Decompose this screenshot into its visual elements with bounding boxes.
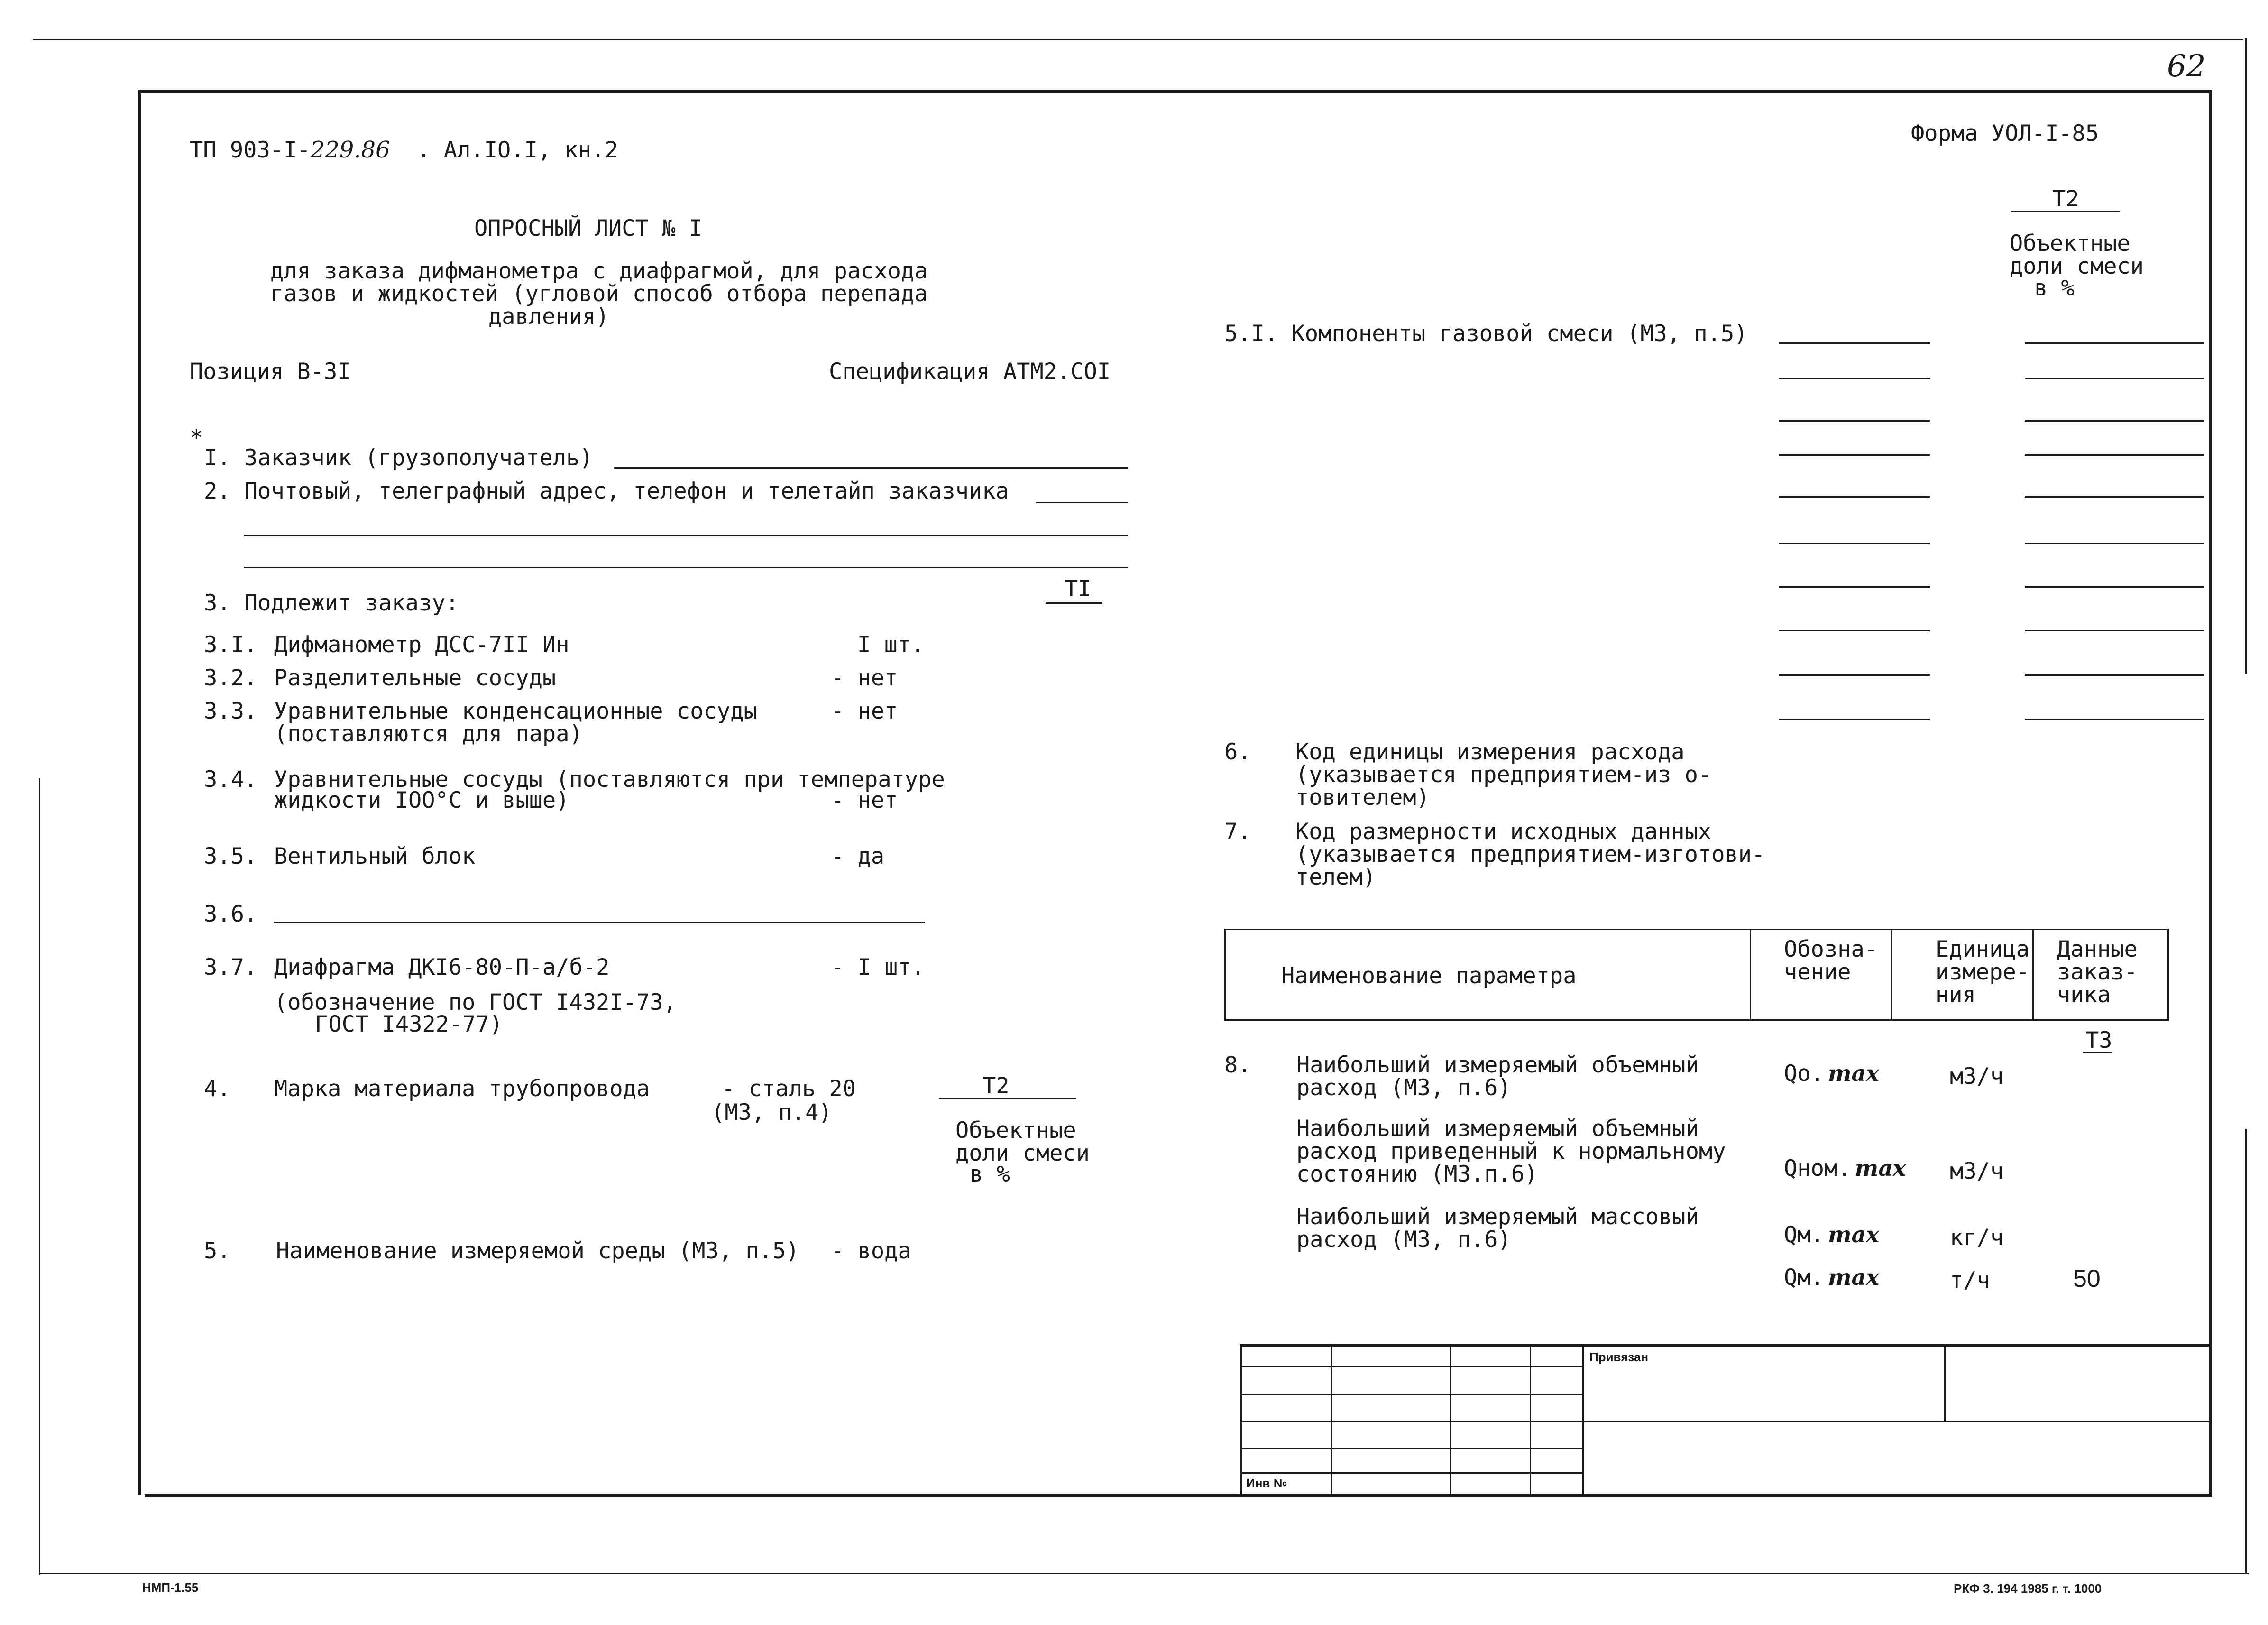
item-6-num: 6. xyxy=(1224,739,1251,765)
gas-component-line-6 xyxy=(1779,543,1930,544)
param-1-designation-text: Qо. xyxy=(1784,1061,1824,1087)
fractions-right-2: доли смеси xyxy=(2010,253,2144,279)
item-5-text: Наименование измеряемой среды (МЗ, п.5) xyxy=(276,1238,799,1264)
fractions-left-3: в % xyxy=(970,1161,1010,1187)
outer-right-line-lower xyxy=(2245,1129,2247,1573)
document-code-handwritten: 229.86 xyxy=(310,137,390,163)
item-3-4-text-2: жидкости IOO°С и выше) xyxy=(274,787,569,813)
gas-component-line-8 xyxy=(1779,630,1930,631)
param-3-unit: кг/ч xyxy=(1950,1225,2004,1251)
stamp-row-4 xyxy=(1240,1448,1582,1449)
inner-bottom-line xyxy=(145,1494,2212,1497)
item-3-1-num: 3.I. xyxy=(204,632,258,658)
item-3-1-text: Дифманометр ДСС-7II Ин xyxy=(274,632,569,658)
address-fill-line-2 xyxy=(244,535,1128,536)
gas-component-line-3 xyxy=(1779,420,1930,422)
stamp-col-4 xyxy=(1582,1344,1584,1495)
header-data-2: заказ- xyxy=(2057,959,2138,985)
item-3-3-num: 3.3. xyxy=(204,698,258,724)
param-2-unit: м3/ч xyxy=(1950,1158,2004,1184)
subtitle-line-1: для заказа дифманометра с диафрагмой, для расхода xyxy=(270,258,928,284)
param-1-unit: м3/ч xyxy=(1950,1063,2004,1089)
stamp-row-5 xyxy=(1240,1472,1582,1474)
item-1-customer: I. Заказчик (грузополучатель) xyxy=(204,445,593,471)
item-6-text-1: Код единицы измерения расхода xyxy=(1295,739,1685,765)
item-3-2-num: 3.2. xyxy=(204,665,258,691)
item-3-4-num: 3.4. xyxy=(204,766,258,793)
param-2-designation-hand: max xyxy=(1855,1155,1906,1182)
item-3-order: 3. Подлежит заказу: xyxy=(204,590,459,616)
item-3-6-num: 3.6. xyxy=(204,901,258,927)
outer-top-line xyxy=(33,39,2243,40)
item-3-7-value: - I шт. xyxy=(831,954,925,980)
gas-fraction-line-6 xyxy=(2025,543,2204,544)
param-3-designation-text: Qм. xyxy=(1784,1222,1824,1248)
gas-component-line-2 xyxy=(1779,378,1930,379)
stamp-row-3 xyxy=(1240,1421,2211,1422)
item-3-7-note-1: (обозначение по ГОСТ I432I-73, xyxy=(274,989,677,1016)
param-3-name-1: Наибольший измеряемый массовый xyxy=(1296,1204,1699,1230)
item-3-2-value: - нет xyxy=(831,665,898,691)
item-4-reference: (МЗ, п.4) xyxy=(711,1099,832,1126)
document-code-suffix: . Ал.IO.I, кн.2 xyxy=(417,137,618,163)
t1-underline xyxy=(1046,602,1102,604)
item-5-1-gas-components: 5.I. Компоненты газовой смеси (МЗ, п.5) xyxy=(1224,321,1748,347)
header-divider-3 xyxy=(2032,929,2034,1021)
gas-fraction-line-1 xyxy=(2025,342,2204,344)
item-3-5-text: Вентильный блок xyxy=(274,843,476,869)
gas-fraction-line-5 xyxy=(2025,496,2204,498)
param-1-designation xyxy=(1784,1062,1879,1085)
param-1-designation-hand: max xyxy=(1827,1061,1880,1087)
item-3-3-value: - нет xyxy=(831,698,898,724)
param-3-name-2: расход (МЗ, п.6) xyxy=(1296,1227,1511,1253)
item-3-7-num: 3.7. xyxy=(204,954,258,980)
specification-label: Спецификация АТМ2.СОI xyxy=(829,359,1111,385)
param-4-designation-text: Qм. xyxy=(1784,1265,1824,1291)
t2-mark-right: T2 xyxy=(2052,186,2079,212)
stamp-attached-label: Привязан xyxy=(1589,1350,1649,1364)
item-3-2-text: Разделительные сосуды xyxy=(274,665,556,691)
param-4-unit: т/ч xyxy=(1950,1267,1990,1293)
gas-fraction-line-7 xyxy=(2025,586,2204,588)
item-4-text: Марка материала трубопровода xyxy=(274,1076,650,1102)
gas-fraction-line-2 xyxy=(2025,378,2204,379)
header-data-3: чика xyxy=(2057,982,2111,1008)
inner-top-line xyxy=(138,90,2210,93)
item-7-text-2: (указывается предприятием-изготови- xyxy=(1295,841,1765,868)
fractions-right-3: в % xyxy=(2034,275,2075,301)
header-unit-3: ния xyxy=(1936,982,1976,1008)
t2-left-underline xyxy=(939,1098,1076,1099)
gas-fraction-line-4 xyxy=(2025,454,2204,456)
stamp-top-line xyxy=(1240,1344,2211,1347)
gas-fraction-line-9 xyxy=(2025,674,2204,676)
position-label: Позиция В-3I xyxy=(190,359,351,385)
param-2-name-1: Наибольший измеряемый объемный xyxy=(1296,1116,1699,1142)
t2-mark-left: T2 xyxy=(982,1073,1010,1099)
param-4-designation xyxy=(1784,1266,1879,1289)
item-5-value: - вода xyxy=(831,1238,911,1264)
gas-fraction-line-8 xyxy=(2025,630,2204,631)
item-3-3-text: Уравнительные конденсационные сосуды xyxy=(274,698,757,724)
outer-left-line xyxy=(39,778,40,1575)
gas-component-line-7 xyxy=(1779,586,1930,588)
header-designation-1: Обозна- xyxy=(1784,936,1878,962)
param-2-name-3: состоянию (МЗ.п.6) xyxy=(1296,1161,1538,1187)
item-7-text-1: Код размерности исходных данных xyxy=(1295,819,1712,845)
item-4-value: - сталь 20 xyxy=(722,1076,856,1102)
gas-component-line-9 xyxy=(1779,674,1930,676)
param-3-designation xyxy=(1784,1224,1879,1246)
gas-component-line-4 xyxy=(1779,454,1930,456)
header-divider-1 xyxy=(1750,929,1751,1021)
gas-component-line-10 xyxy=(1779,719,1930,720)
footer-left-code: НМП-1.55 xyxy=(142,1580,199,1595)
stamp-col-5 xyxy=(1944,1344,1946,1422)
item-3-4-value: - нет xyxy=(831,787,898,813)
fractions-left-1: Объектные xyxy=(955,1117,1076,1144)
outer-right-line-upper xyxy=(2245,38,2247,674)
item-8-num: 8. xyxy=(1224,1052,1251,1078)
gas-component-line-5 xyxy=(1779,496,1930,498)
header-unit-2: измере- xyxy=(1936,959,2030,985)
t2-right-underline xyxy=(2011,211,2120,212)
stamp-row-1 xyxy=(1240,1366,1582,1367)
param-3-designation-hand: max xyxy=(1827,1222,1880,1248)
gas-fraction-line-3 xyxy=(2025,420,2204,422)
t1-mark: TI xyxy=(1065,576,1092,602)
gas-component-line-1 xyxy=(1779,342,1930,344)
stamp-row-2 xyxy=(1240,1394,1582,1395)
subtitle-line-3: давления) xyxy=(488,304,609,330)
fractions-right-1: Объектные xyxy=(2010,231,2130,257)
item-6-text-2: (указывается предприятием-из о- xyxy=(1295,762,1712,788)
fractions-left-2: доли смеси xyxy=(955,1140,1090,1166)
item-3-6-fill-line xyxy=(274,922,925,923)
item-3-5-value: - да xyxy=(831,843,885,869)
asterisk-mark: * xyxy=(190,425,203,451)
header-designation-2: чение xyxy=(1784,959,1851,985)
header-unit-1: Единица xyxy=(1936,936,2030,962)
item-5-num: 5. xyxy=(204,1238,231,1264)
item-3-7-text: Диафрагма ДКI6-80-П-а/б-2 xyxy=(274,954,610,980)
document-code xyxy=(190,138,618,161)
param-4-value: 50 xyxy=(2073,1265,2101,1293)
param-2-designation-text: Qном. xyxy=(1784,1155,1851,1182)
item-7-num: 7. xyxy=(1224,819,1251,845)
document-code-prefix: ТП 903-I- xyxy=(190,137,311,163)
param-2-name-2: расход приведенный к нормальному xyxy=(1296,1138,1726,1164)
inner-left-line xyxy=(138,90,141,1495)
item-3-5-num: 3.5. xyxy=(204,843,258,869)
t3-mark: T3 xyxy=(2085,1027,2112,1053)
item-7-text-3: телем) xyxy=(1295,864,1376,890)
header-data-1: Данные xyxy=(2057,936,2138,962)
param-2-designation xyxy=(1784,1157,1906,1180)
param-4-designation-hand: max xyxy=(1827,1265,1880,1291)
address-fill-line-1 xyxy=(1036,502,1128,503)
header-divider-2 xyxy=(1891,929,1892,1021)
page-number: 62 xyxy=(2167,49,2206,84)
subtitle-line-2: газов и жидкостей (угловой способ отбора перепада xyxy=(270,281,928,307)
footer-right-code: РКФ 3. 194 1985 г. т. 1000 xyxy=(1954,1581,2102,1596)
param-1-name-2: расход (МЗ, п.6) xyxy=(1296,1075,1511,1101)
header-parameter-name: Наименование параметра xyxy=(1281,963,1577,989)
t3-underline xyxy=(2083,1052,2112,1053)
param-1-name-1: Наибольший измеряемый объемный xyxy=(1296,1052,1699,1078)
page-title: ОПРОСНЫЙ ЛИСТ № I xyxy=(474,215,703,241)
inner-right-line xyxy=(2209,90,2212,1497)
item-4-num: 4. xyxy=(204,1076,231,1102)
stamp-inventory-label: Инв № xyxy=(1246,1476,1287,1490)
item-3-1-value: I шт. xyxy=(857,632,925,658)
gas-fraction-line-10 xyxy=(2025,719,2204,720)
outer-bottom-line xyxy=(39,1573,2249,1574)
customer-fill-line xyxy=(614,467,1128,469)
item-3-7-note-2: ГОСТ I4322-77) xyxy=(315,1011,503,1037)
item-3-4-text: Уравнительные сосуды (поставляются при температуре xyxy=(274,766,945,793)
address-fill-line-3 xyxy=(244,567,1128,568)
item-3-3-text-2: (поставляются для пара) xyxy=(274,721,583,747)
item-6-text-3: товителем) xyxy=(1295,785,1430,811)
item-2-address: 2. Почтовый, телеграфный адрес, телефон и телетайп заказчика xyxy=(204,478,1009,504)
form-label: Форма УОЛ-I-85 xyxy=(1911,120,2099,147)
